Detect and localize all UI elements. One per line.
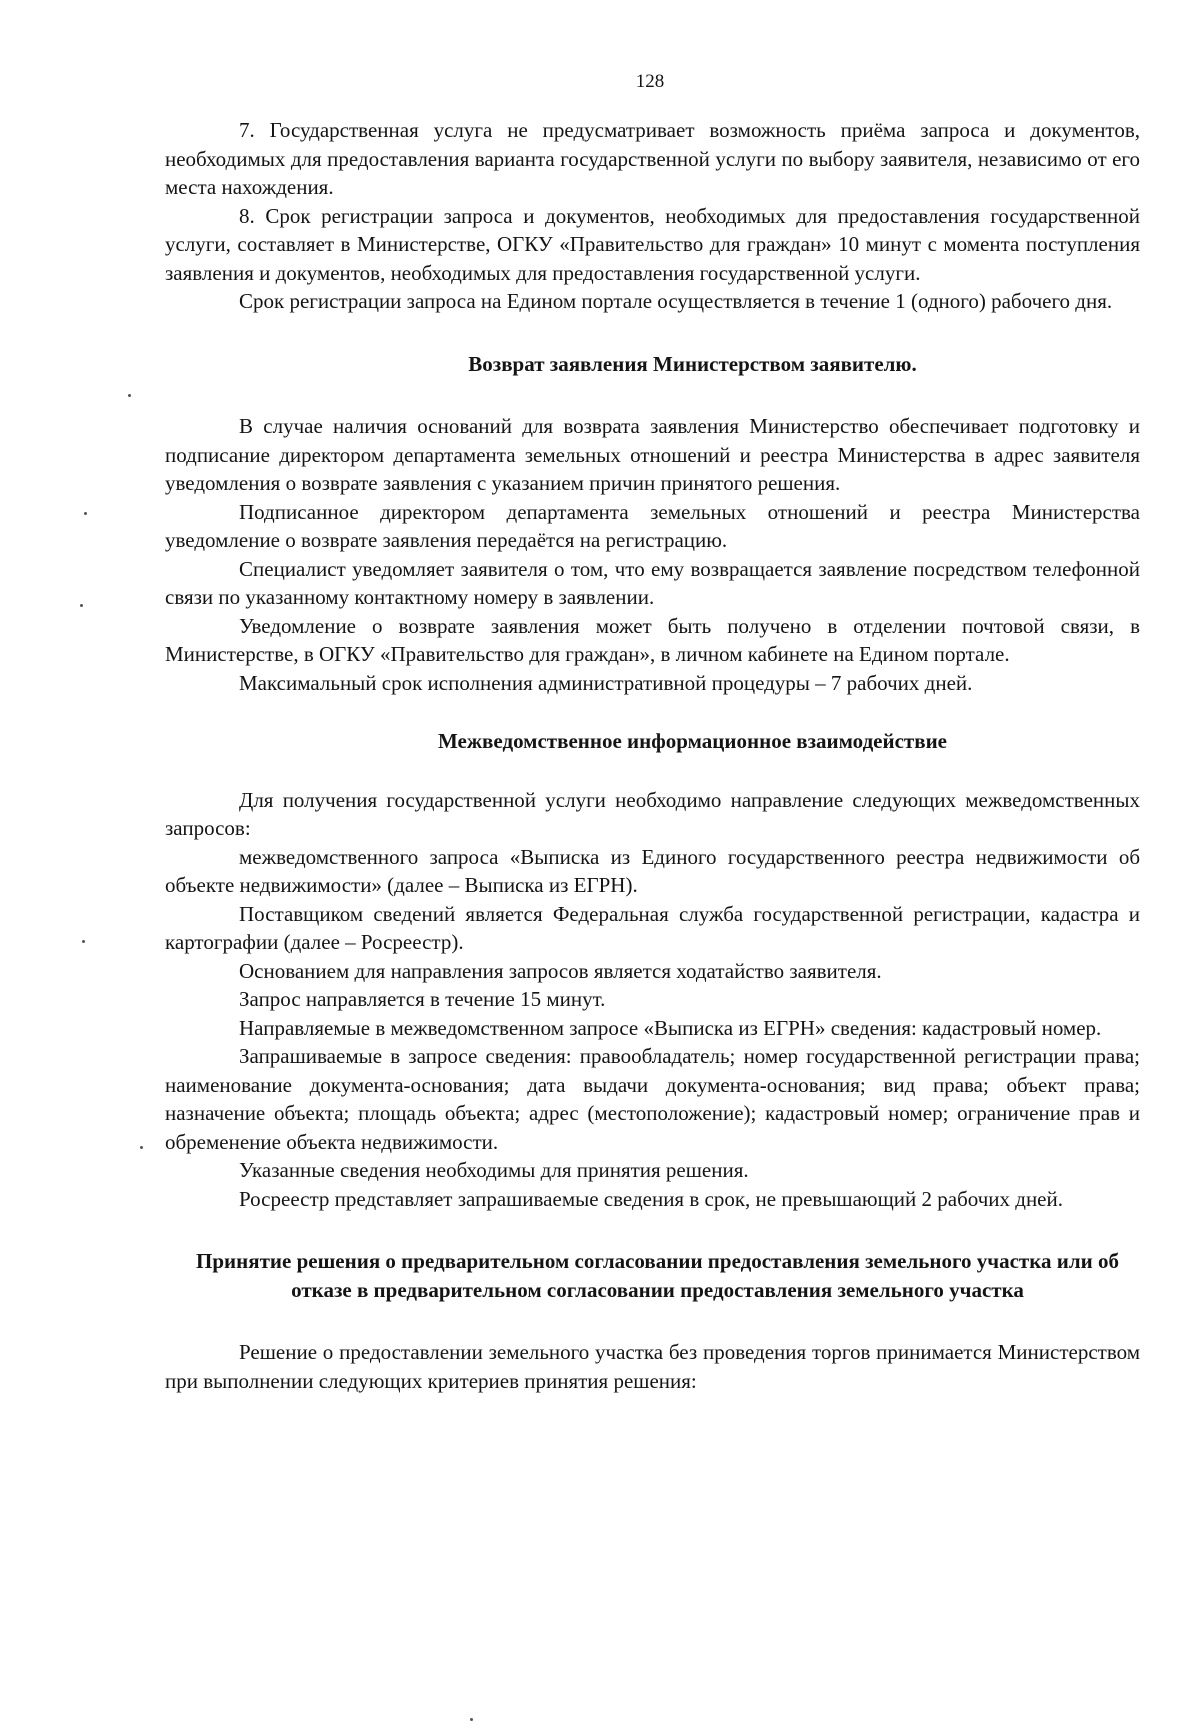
document-body [165, 116, 1140, 1395]
paragraph-request-time: Запрос направляется в течение 15 минут. [239, 987, 606, 1011]
paragraph-sent-data: Направляемые в межведомственном запросе «Выписка из ЕГРН» сведения: кадастровый номер. [239, 1015, 1102, 1040]
paragraph-basis: Основанием для направления запросов является ходатайство заявителя. [239, 958, 882, 983]
scan-speck [80, 604, 83, 607]
section-heading-decision: Принятие решения о предварительном согласовании предоставления земельного участка или об отказе в предварительном согласовании предоставления земельного участка [196, 1249, 1119, 1302]
section-heading-return: Возврат заявления Министерством заявителю. [468, 351, 917, 376]
paragraph-max-term: Максимальный срок исполнения административной процедуры – 7 рабочих дней. [239, 670, 973, 695]
scan-speck [82, 940, 85, 943]
paragraph-specialist-notifies: Специалист уведомляет заявителя о том, что ему возвращается заявление посредством телефонной связи по указанному контактному номеру в заявлении. [165, 556, 1140, 609]
paragraph-registration-portal: Срок регистрации запроса на Едином портале осуществляется в течение 1 (одного) рабочего дня. [239, 289, 1113, 313]
paragraph-provider: Поставщиком сведений является Федеральная служба государственной регистрации, кадастра и картографии (далее – Росреестр). [165, 901, 1140, 954]
page-number: 128 [635, 71, 665, 92]
paragraph-8: 8. Срок регистрации запроса и документов, необходимых для предоставления государственной услуги, составляет в Министерстве, ОГКУ «Правительство для граждан» 10 минут с момента поступления заявления и документов, необходимых для предоставления государственной услуги. [165, 203, 1140, 285]
scan-speck [470, 1718, 473, 1721]
paragraph-return-grounds: В случае наличия оснований для возврата заявления Министерство обеспечивает подготовку и подписание директором департамента земельных отношений и реестра Министерства в адрес заявителя уведомления о возврате заявления с указанием причин принятого решения. [165, 414, 1140, 495]
paragraph-decision-criteria: Решение о предоставлении земельного участка без проведения торгов принимается Министерством при выполнении следующих критериев принятия решения: [165, 1340, 1140, 1393]
paragraph-rosreestr-term: Росреестр представляет запрашиваемые сведения в срок, не превышающий 2 рабочих дней. [239, 1186, 1063, 1211]
paragraph-7: 7. Государственная услуга не предусматривает возможность приёма запроса и документов, необходимых для предоставления варианта государственной услуги по выбору заявителя, независимо от его места нахождения. [165, 118, 1140, 199]
paragraph-requested-data: Запрашиваемые в запросе сведения: правообладатель; номер государственной регистрации права; наименование документа-основания; дата выдачи документа-основания; вид права; объект права; назначение объекта; площадь объекта; адрес (местоположение); кадастровый номер; ограничение прав и обременение объекта недвижимости. [165, 1044, 1140, 1154]
scan-speck [140, 1146, 143, 1149]
section-heading-interagency: Межведомственное информационное взаимодействие [437, 729, 948, 753]
paragraph-egrn-request: межведомственного запроса «Выписка из Единого государственного реестра недвижимости об объекте недвижимости» (далее – Выписка из ЕГРН). [165, 844, 1140, 897]
paragraph-signed-notice: Подписанное директором департамента земельных отношений и реестра Министерства уведомление о возврате заявления передаётся на регистрацию. [165, 499, 1140, 552]
scan-speck [128, 394, 131, 397]
paragraph-notice-receipt: Уведомление о возврате заявления может быть получено в отделении почтовой связи, в Министерстве, в ОГКУ «Правительство для граждан», в личном кабинете на Едином портале. [165, 613, 1140, 666]
paragraph-data-purpose: Указанные сведения необходимы для принятия решения. [239, 1158, 749, 1182]
paragraph-requests-needed: Для получения государственной услуги необходимо направление следующих межведомственных запросов: [165, 787, 1140, 840]
scan-speck [84, 512, 87, 515]
